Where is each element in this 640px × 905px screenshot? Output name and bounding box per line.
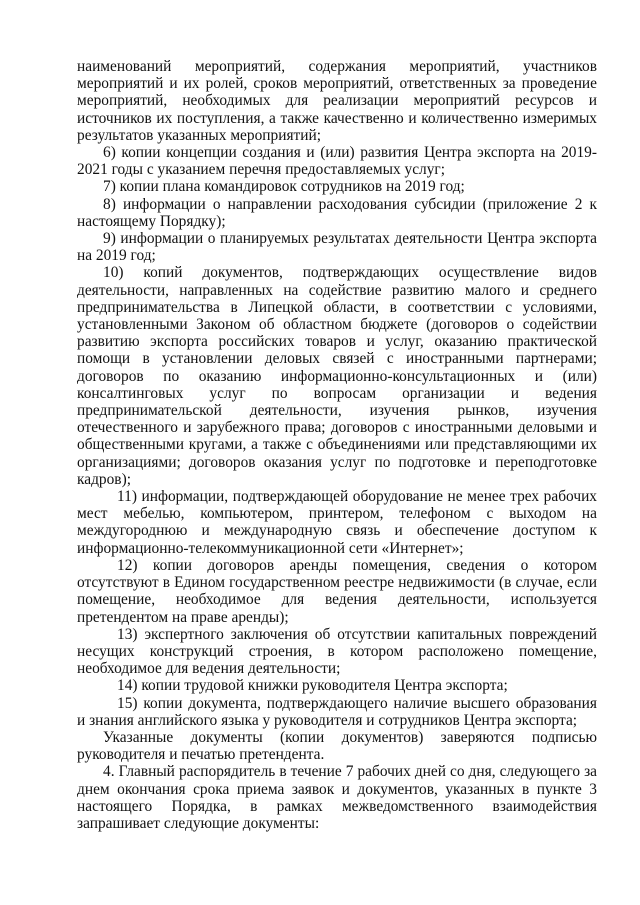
paragraph-item-14: 14) копии трудовой книжки руководителя Центра экспорта; [117,677,508,695]
paragraph-certification: Указанные документы (копии документов) заверяются подписью руководителя и печатью претендента. [77,728,597,764]
paragraph-section-4: 4. Главный распорядитель в течение 7 рабочих дней со дня, следующего за днем окончания срока приема заявок и документов, указанных в пункте 3 настоящего Порядка, в рамках межведомственного взаимодействия запрашивает следующие документы: [77,763,597,832]
document-page [77,58,597,832]
paragraph-item-15: 15) копии документа, подтверждающего наличие высшего образования и знания английского языка у руководителя и сотрудников Центра экспорта; [77,694,597,729]
paragraph-item-6: 6) копии концепции создания и (или) развития Центра экспорта на 2019-2021 годы с указанием перечня предоставляемых услуг; [77,144,597,179]
paragraph-item-9: 9) информации о планируемых результатах деятельности Центра экспорта на 2019 год; [77,230,597,265]
paragraph-item-11: 11) информации, подтверждающей оборудование не менее трех рабочих мест мебелью, компьютером, принтером, телефоном с выходом на междугороднюю и международную связь и обеспечение доступом к информационно-телекоммуникационной сети «Интернет»; [77,488,597,557]
paragraph-item-13: 13) экспертного заключения об отсутствии капитальных повреждений несущих конструкций строения, в котором расположено помещение, необходимое для ведения деятельности; [77,625,597,678]
paragraph-item-7: 7) копии плана командировок сотрудников на 2019 год; [103,178,465,196]
paragraph-continuation: наименований мероприятий, содержания мероприятий, участников мероприятий и их ролей, сроков мероприятий, ответственных за проведение мероприятий, необходимых для реализации мероприятий ресурсов и источников их поступления, а также качественно и количественно измеримых результатов указанных мероприятий; [77,58,597,144]
paragraph-item-8: 8) информации о направлении расходования субсидии (приложение 2 к настоящему Порядку); [77,195,597,230]
paragraph-item-12: 12) копии договоров аренды помещения, сведения о котором отсутствуют в Едином государственном реестре недвижимости (в случае, если помещение, необходимое для ведения деятельности, используется претендентом на праве аренды); [77,556,597,626]
paragraph-item-10: 10) копий документов, подтверждающих осуществление видов деятельности, направленных на содействие развитию малого и среднего предпринимательства в Липецкой области, в соответствии с условиями, установленными Законом об областном бюджете (договоров о содействии развитию экспорта российских товаров и услуг, оказанию практической помощи в установлении деловых связей с иностранными партнерами; договоров по оказанию информационно-консультационных и (или) консалтинговых услуг по вопросам организации и ведения предпринимательской деятельности, изучения рынков, изучения отечественного и зарубежного права; договоров с иностранными деловыми и общественными кругами, а также с объединениями или представляющими их организациями; договоров оказания услуг по подготовке и переподготовке кадров); [77,264,597,488]
